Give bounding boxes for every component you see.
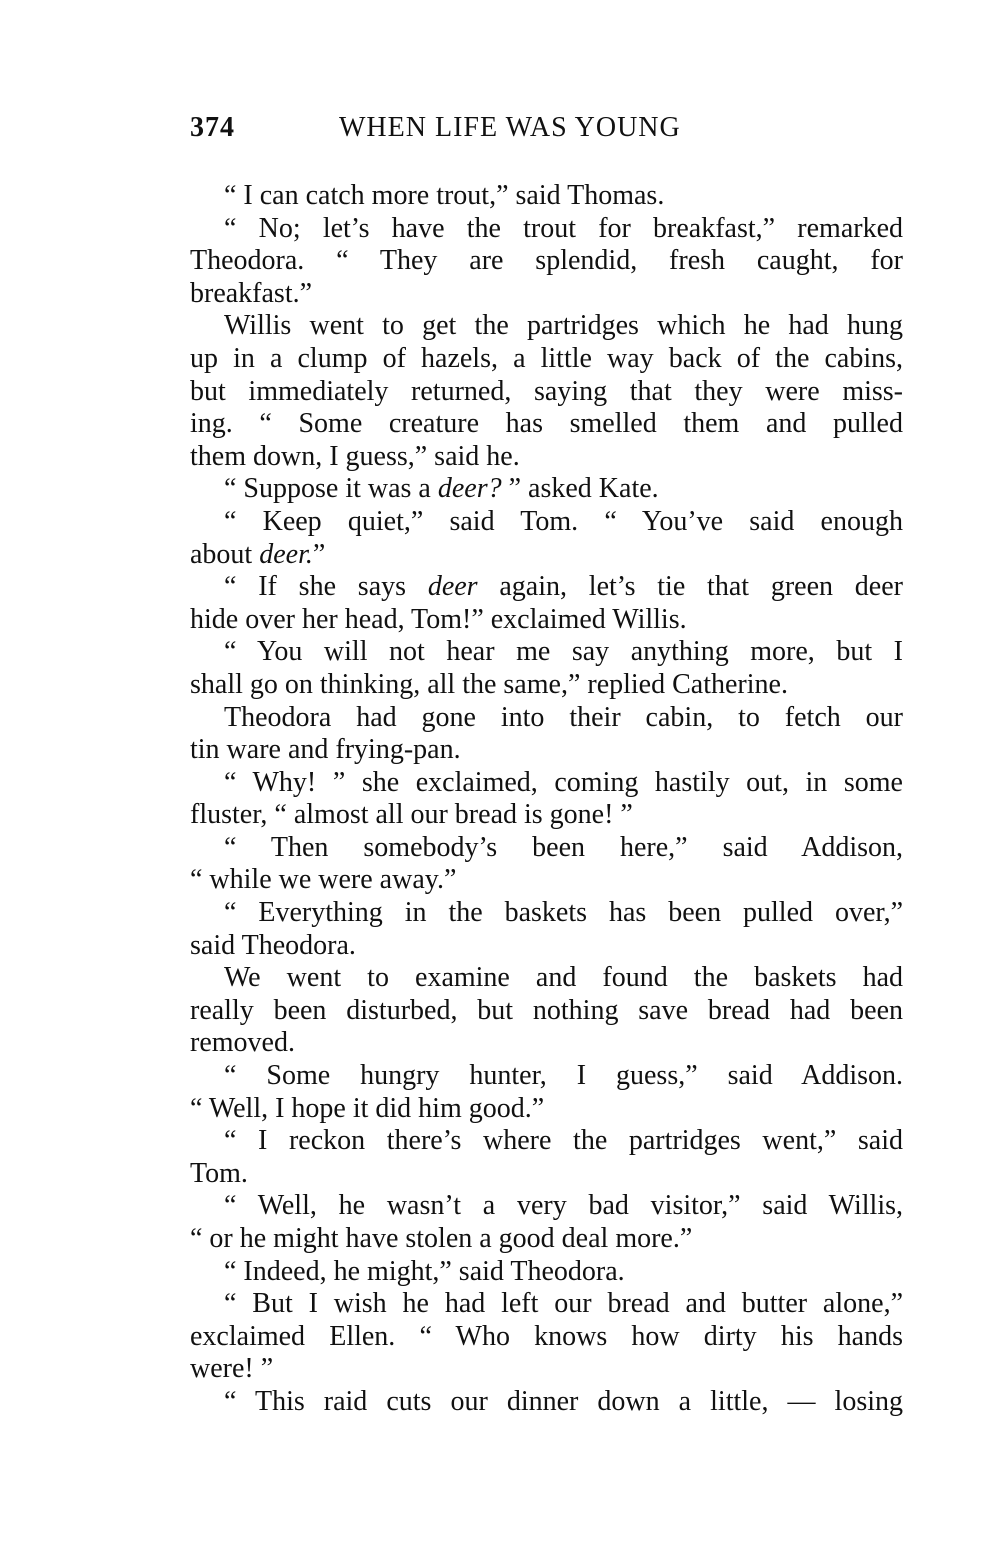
text-line: “ I can catch more trout,” said Thomas. (224, 180, 665, 211)
text-run: “ If she says (224, 571, 428, 603)
text-line: exclaimed Ellen. “ Who knows how dirty his hands (190, 1320, 903, 1352)
text-line: “ Indeed, he might,” said Theodora. (224, 1255, 625, 1287)
text-line: fluster, “ almost all our bread is gone! ” (190, 799, 633, 831)
text-line: “ I reckon there’s where the partridges went,” said (224, 1125, 903, 1157)
text-line: Theodora. “ They are splendid, fresh caught, for (190, 245, 903, 277)
text-line: We went to examine and found the baskets had (224, 962, 903, 994)
text-line: “ Well, I hope it did him good.” (190, 1092, 545, 1124)
text-run: ” (312, 538, 326, 570)
text-line: “ This raid cuts our dinner down a little, — losing (224, 1385, 903, 1417)
text-line: said Theodora. (190, 929, 356, 961)
text-line: up in a clump of hazels, a little way back of the cabins, (190, 342, 903, 374)
text-line: “ Then somebody’s been here,” said Addison, (224, 831, 903, 863)
text-run: again, let’s tie that green deer (477, 571, 903, 603)
text-run: about (190, 538, 260, 570)
text-line (190, 473, 903, 506)
text-line (190, 571, 903, 604)
italic-word: deer? (437, 473, 502, 505)
italic-word: deer. (259, 538, 313, 570)
page-number: 374 (190, 112, 235, 143)
text-line: “ or he might have stolen a good deal more.” (190, 1223, 693, 1254)
text-run: ” asked Kate. (501, 473, 659, 505)
text-line: “ while we were away.” (190, 864, 457, 896)
text-line: Theodora had gone into their cabin, to fetch our (224, 701, 903, 733)
text-line: ing. “ Some creature has smelled them and pulled (190, 408, 903, 440)
text-line: Tom. (190, 1157, 248, 1189)
text-line: “ Some hungry hunter, I guess,” said Addison. (224, 1060, 903, 1092)
text-line: “ Everything in the baskets has been pulled over,” (224, 897, 903, 929)
text-line: “ No; let’s have the trout for breakfast,” remarked (224, 212, 903, 244)
text-line: Willis went to get the partridges which he had hung (224, 310, 903, 342)
running-head: WHEN LIFE WAS YOUNG (339, 112, 681, 143)
text-run: “ Suppose it was a (224, 473, 438, 505)
text-line: “ Well, he wasn’t a very bad visitor,” said Willis, (224, 1190, 903, 1222)
text-line: really been disturbed, but nothing save bread had been (190, 994, 903, 1026)
text-line (190, 539, 903, 572)
text-line: “ Keep quiet,” said Tom. “ You’ve said enough (224, 505, 903, 537)
text-line: but immediately returned, saying that they were miss- (190, 375, 903, 407)
text-line: hide over her head, Tom!” exclaimed Willis. (190, 603, 687, 635)
text-line: “ You will not hear me say anything more, but I (224, 636, 903, 668)
text-line: tin ware and frying-pan. (190, 734, 461, 766)
text-line: were! ” (190, 1353, 274, 1385)
text-line: removed. (190, 1027, 295, 1059)
italic-word: deer (427, 571, 478, 603)
text-line: breakfast.” (190, 277, 313, 309)
body-text (190, 180, 903, 1419)
text-line: “ But I wish he had left our bread and butter alone,” (224, 1288, 903, 1320)
text-line: shall go on thinking, all the same,” replied Catherine. (190, 668, 788, 700)
page-header (190, 112, 770, 152)
text-line: them down, I guess,” said he. (190, 440, 520, 472)
text-line: “ Why! ” she exclaimed, coming hastily out, in some (224, 766, 903, 798)
